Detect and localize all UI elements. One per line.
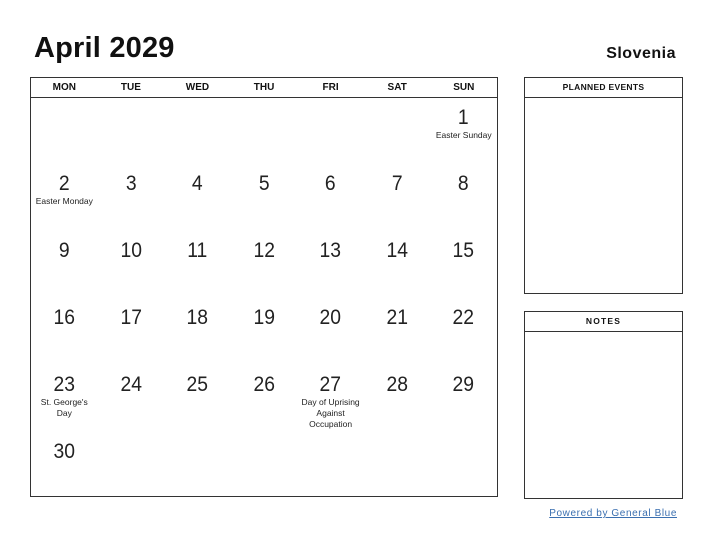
week-row: [31, 98, 497, 164]
day-number: 9: [58, 239, 70, 262]
powered-by-link[interactable]: Powered by General Blue: [549, 508, 677, 519]
day-number: 16: [53, 306, 76, 329]
planned-events-panel: [524, 77, 683, 294]
day-number: 21: [386, 306, 408, 329]
day-cell: [364, 231, 431, 298]
day-number: 25: [186, 373, 209, 396]
day-cell: [231, 231, 298, 298]
day-number: 26: [253, 373, 275, 396]
day-cell: [430, 432, 497, 499]
day-number: 30: [53, 440, 76, 463]
day-cell: [231, 98, 298, 164]
weekday-sun: SUN: [453, 82, 475, 93]
day-cell: [164, 298, 231, 365]
day-cell: [31, 231, 98, 298]
day-cell: [98, 98, 165, 164]
day-cell: [430, 231, 497, 298]
day-cell: [297, 98, 364, 164]
day-number: 18: [186, 306, 209, 329]
day-cell: [364, 298, 431, 365]
day-cell: [164, 365, 231, 432]
day-number: 10: [120, 239, 142, 262]
weekday-tue: TUE: [120, 82, 141, 93]
weekday-wed: WED: [185, 82, 210, 93]
day-number: 29: [453, 373, 475, 396]
weekday-mon: MON: [52, 82, 76, 93]
day-number: 8: [458, 172, 470, 195]
day-cell: [231, 164, 298, 231]
day-number: 19: [253, 306, 275, 329]
day-cell: [31, 164, 98, 231]
holiday-label: Day of Uprising Against Occupation: [301, 397, 360, 429]
day-cell: [297, 164, 364, 231]
day-cell: [231, 432, 298, 499]
day-number: 6: [325, 172, 336, 195]
day-cell: [164, 432, 231, 499]
country-label: Slovenia: [606, 45, 676, 62]
day-cell: [231, 298, 298, 365]
day-number: 2: [58, 172, 70, 195]
week-row: [31, 432, 497, 499]
week-row: [31, 298, 497, 365]
day-cell: [430, 164, 497, 231]
week-row: [31, 164, 497, 231]
day-number: 15: [453, 239, 475, 262]
week-row: [31, 365, 497, 432]
day-cell: [98, 432, 165, 499]
day-cell: [364, 365, 431, 432]
day-cell: [31, 298, 98, 365]
weeks-container: [31, 98, 497, 499]
day-cell: [364, 98, 431, 164]
day-cell: [364, 164, 431, 231]
weekday-fri: FRI: [322, 82, 339, 93]
day-cell: [98, 298, 165, 365]
day-cell: [297, 365, 364, 432]
day-number: 11: [187, 239, 208, 262]
day-number: 17: [120, 306, 142, 329]
day-cell: [98, 164, 165, 231]
day-number: 20: [319, 306, 342, 329]
day-number: 22: [453, 306, 475, 329]
day-number: 27: [319, 373, 342, 396]
day-number: 1: [458, 106, 470, 129]
day-cell: [31, 365, 98, 432]
holiday-label: Easter Monday: [35, 196, 93, 206]
day-number: 23: [53, 373, 76, 396]
day-cell: [164, 231, 231, 298]
day-number: 14: [386, 239, 408, 262]
planned-events-title: PLANNED EVENTS: [525, 78, 682, 98]
day-cell: [430, 365, 497, 432]
day-number: 28: [386, 373, 408, 396]
day-cell: [31, 98, 98, 164]
weekday-thu: THU: [253, 82, 275, 93]
day-cell: [164, 164, 231, 231]
calendar-grid: [30, 77, 498, 497]
day-number: 12: [253, 239, 275, 262]
day-cell: [364, 432, 431, 499]
notes-title: NOTES: [525, 312, 682, 332]
day-number: 4: [192, 172, 203, 195]
day-cell: [297, 432, 364, 499]
day-number: 7: [391, 172, 403, 195]
day-cell: [98, 365, 165, 432]
day-number: 5: [258, 172, 270, 195]
notes-panel: [524, 311, 683, 499]
week-row: [31, 231, 497, 298]
holiday-label: St. George's Day: [40, 397, 88, 418]
weekday-sat: SAT: [387, 82, 407, 93]
holiday-label: Easter Sunday: [435, 130, 492, 140]
weekday-header-row: [31, 78, 497, 98]
day-number: 24: [120, 373, 142, 396]
day-cell: [297, 231, 364, 298]
day-cell: [297, 298, 364, 365]
day-cell: [98, 231, 165, 298]
day-cell: [430, 298, 497, 365]
day-number: 3: [125, 172, 137, 195]
day-cell: [430, 98, 497, 164]
page-title: April 2029: [34, 32, 175, 64]
day-cell: [31, 432, 98, 499]
day-cell: [231, 365, 298, 432]
day-cell: [164, 98, 231, 164]
day-number: 13: [319, 239, 342, 262]
